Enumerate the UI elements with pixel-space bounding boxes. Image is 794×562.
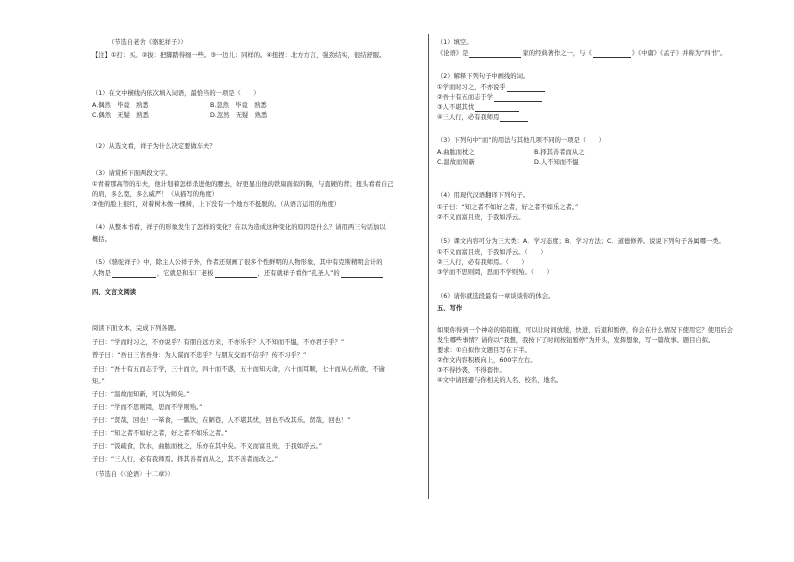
classical-line-8: 子曰：“饭疏食，饮水，曲肱而枕之，乐亦在其中矣。不义而富且贵，于我如浮云。”	[92, 443, 323, 450]
writing-req-4: ④文中请回避与你相关的人名、校名、地名。	[437, 377, 563, 384]
r-question-1-fill: 《论语》是 家的经典著作之一，与《 》《中庸》《孟子》并称为“四书”。	[437, 50, 727, 57]
writing-req-1: 要求：①自拟作文题目写在下半。	[437, 347, 531, 354]
r-option-d: D.人不知而不愠	[534, 159, 579, 166]
classical-line-6: 子曰：“贤哉，回也！一箪食，一瓢饮，在陋巷，人不堪其忧，回也不改其乐。贤哉，回也！”	[92, 417, 351, 424]
blank-line[interactable]	[215, 270, 257, 278]
writing-req-3: ③不得抄袭，不得套作。	[437, 367, 506, 374]
question-1: （1）在文中横线内依次填入词语，最恰当的一项是（ ）	[92, 90, 260, 97]
option-c: C.偶然 无疑 熟悉	[92, 112, 149, 119]
r-question-2-item-1: ①学而时习之，不亦说乎	[437, 84, 546, 92]
source-citation: （节选自老舍《骆驼祥子》）	[108, 39, 187, 46]
classical-line-9: 子曰：“三人行，必有我师焉。择其善者而从之，其不善者而改之。”	[92, 456, 278, 463]
reading-instruction: 阅读下面文本，完成下列各题。	[92, 325, 181, 332]
blank-line[interactable]	[593, 50, 631, 58]
blank-line[interactable]	[475, 104, 519, 112]
option-d: D.忽然 无疑 熟悉	[210, 112, 268, 119]
r-option-a: A.曲肱而枕之	[437, 149, 475, 156]
question-2: （2）从选文看，祥子为什么决定要做车夫？	[92, 143, 216, 150]
option-a: A.偶然 毕竟 熟悉	[92, 102, 149, 109]
blank-line[interactable]	[112, 270, 156, 278]
blank-line[interactable]	[494, 94, 542, 102]
r-question-5-item-1: ①不义而富且贵，于我如浮云。（ ）	[437, 249, 547, 256]
option-b: B.忽然 毕竟 熟悉	[210, 102, 267, 109]
blank-line[interactable]	[507, 84, 545, 92]
section-4-heading: 四、文言文阅读	[92, 289, 137, 296]
classical-line-5: 子曰：“学而不思则罔，思而不学则殆。”	[92, 404, 203, 411]
r-question-1: （1）填空。	[437, 39, 473, 46]
question-5-cont: 人物是 ，它就是和车厂老板 ，还有就祥子看作“孔圣人”的	[92, 270, 384, 278]
classical-line-1: 子曰：“学而时习之，不亦说乎？有朋自远方来，不亦乐乎？人不知而不愠，不亦君子乎？”	[92, 339, 345, 346]
question-3: （3）请赏析下面两段文字。	[92, 170, 172, 177]
column-divider	[428, 34, 429, 499]
r-question-5-item-2: ②三人行，必有我师焉。（ ）	[437, 259, 528, 266]
r-option-b: B.择其善者而从之	[534, 149, 585, 156]
question-3-item-1-cont: 的肩，多么宽，多么威严！（从描写的角度）	[92, 191, 218, 198]
r-question-2-item-3: ③人不堪其忧	[437, 104, 520, 112]
question-4: （4）从整本书看，祥子的形象发生了怎样的变化？在以为造成这种变化的原因是什么？请用两三句话加以	[92, 224, 386, 231]
r-question-3: （3）下列句中“而”的用法与其他几项不同的一项是（ ）	[437, 137, 605, 144]
r-question-4-item-2: ②不义而富且贵，于我如浮云。	[437, 214, 525, 221]
classical-line-4: 子曰：“温故而知新，可以为师矣。”	[92, 391, 190, 398]
r-question-4: （4）用现代汉语翻译下列句子。	[437, 192, 530, 199]
classical-line-7: 子曰：“知之者不如好之者，好之者不如乐之者。”	[92, 430, 228, 437]
question-4-cont: 概括。	[92, 236, 111, 243]
question-3-item-2: ②他的脸上很红，对着树木像一棵树，上下没有一个地方不挺脱的。（从语言运用的角度）	[92, 201, 341, 208]
blank-line[interactable]	[341, 270, 383, 278]
r-question-4-item-1: ①子曰：“知之者不如好之者，好之者不如乐之者。”	[437, 204, 579, 211]
r-question-2-item-2: ②吾十有五而志于学	[437, 94, 543, 102]
section-5-heading: 五、写作	[437, 305, 463, 312]
question-3-item-1: ①青着那高等的车夫，他计划着怎样杀进他的腰去，好更显出他的铁扇面似的胸，与直硬的背；扭头看看自己	[92, 181, 394, 188]
classical-line-3: 子曰：“吾十有五而志于学，三十而立，四十而不惑，五十而知天命，六十而耳顺，七十而从心所欲，不逾	[92, 366, 385, 373]
writing-prompt-2: 发生哪些事情？请你以“我想，我按下了时间按钮暂停”为开头，发挥想象，写一篇故事。题目自拟。	[437, 337, 715, 344]
blank-line[interactable]	[469, 50, 521, 58]
classical-line-3-cont: 矩。”	[92, 378, 105, 385]
r-question-2: （2）解释下列句子中画线的词。	[437, 73, 530, 80]
source-citation-2: （节选自《〈论语〉十二章》）	[92, 471, 174, 478]
r-question-2-item-4: ④三人行，必有我师焉	[437, 114, 529, 122]
annotation-note: 【注】①打：买。②拔：把脚踏得细一些。③一边儿：同样的。④扭捏：北方方言，强劲结实，很结舒服。	[92, 52, 386, 59]
r-option-c: C.温故而知新	[437, 159, 475, 166]
classical-line-2: 曾子曰：“吾日三省吾身：为人谋而不忠乎？与朋友交而不信乎？传不习乎？”	[92, 352, 307, 359]
question-5: （5）《骆驼祥子》中，除主人公祥子外，作者还刻画了很多个性鲜明的人物形象，其中有克斯精明会计的	[92, 259, 383, 266]
blank-line[interactable]	[500, 114, 528, 122]
r-question-5: （5）课文内容可分为三大类：A．学习态度；B．学习方法；C．道德修养。说说下列句子各属哪一类。	[437, 238, 725, 245]
r-question-5-item-3: ③学而不思则罔，思而不学则殆。（ ）	[437, 269, 553, 276]
r-question-6: （6）请你就选段最有一章谈谈你的体会。	[437, 293, 555, 300]
writing-req-2: ②作文内容积极向上，600字左右。	[437, 357, 537, 364]
writing-prompt-1: 如果你得到一个神奇的铅铅瓶，可以让时间放缓，快进、后退和暂停，你会在什么情况下使用它？使用后会	[437, 327, 733, 334]
